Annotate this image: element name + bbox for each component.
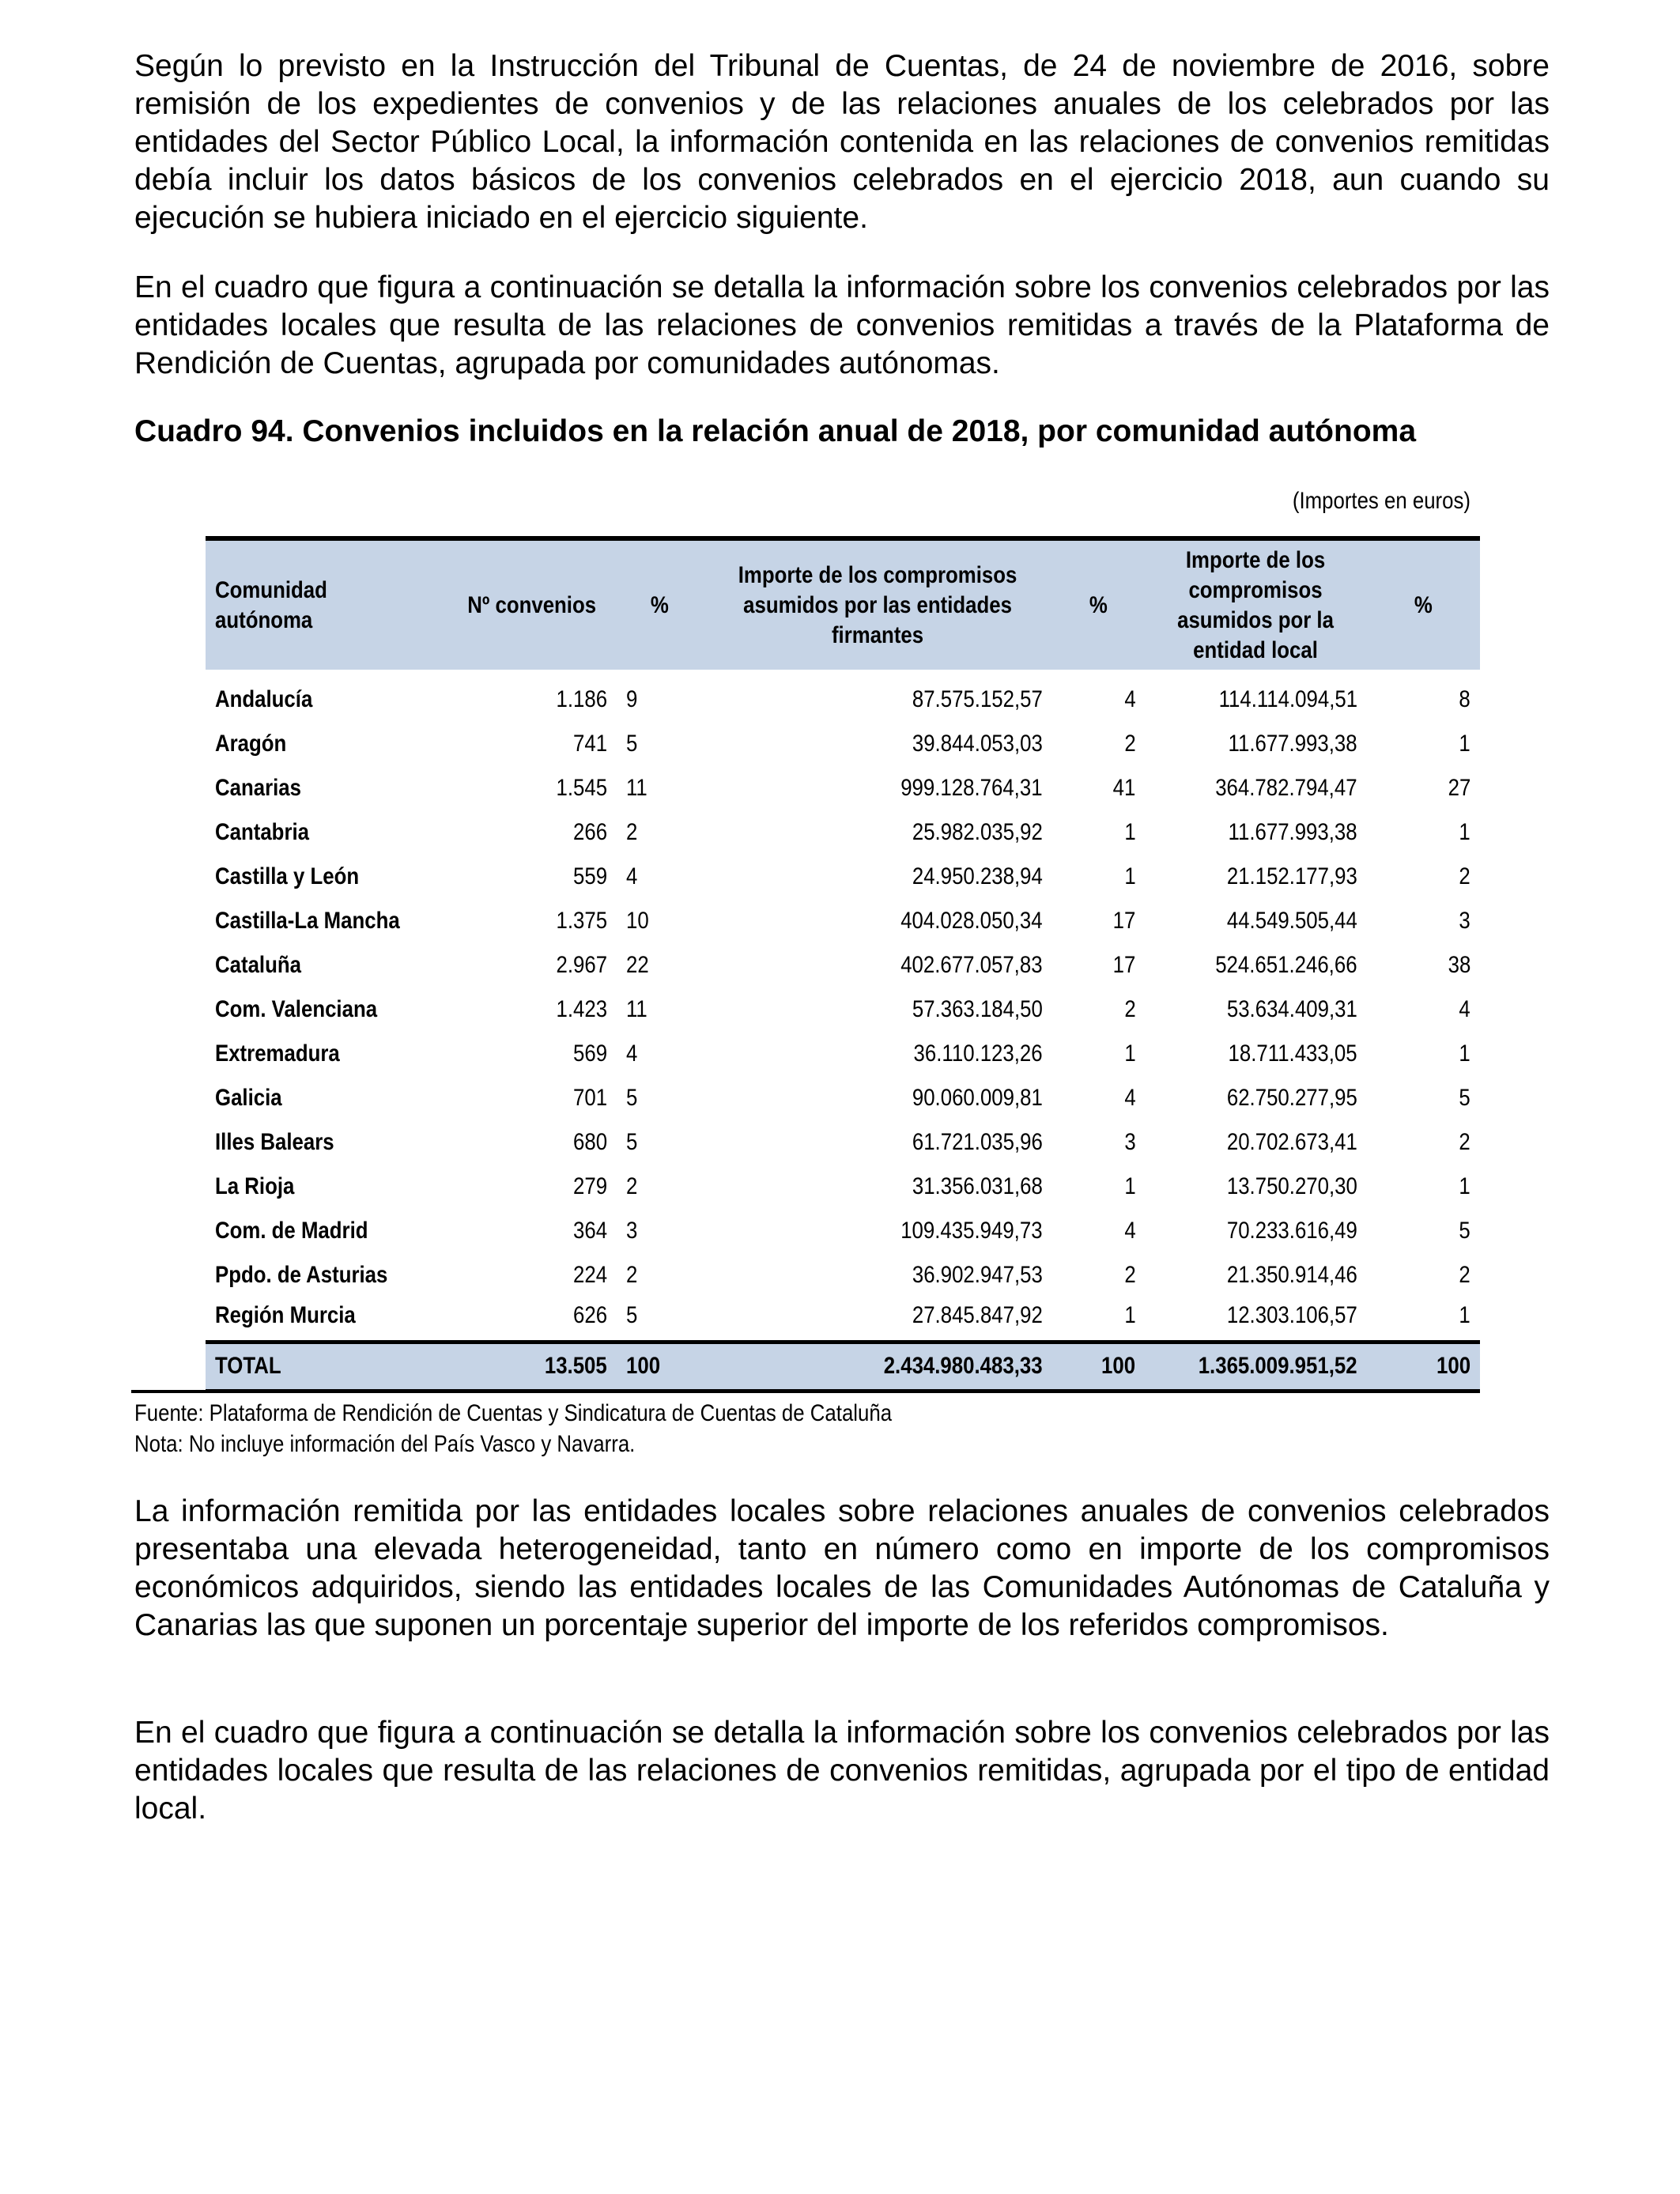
header-num-convenios: Nº convenios <box>447 538 616 670</box>
header-pct-firmantes: % <box>1052 538 1145 670</box>
header-importe-firmantes: Importe de los compromisos asumidos por las entidades firmantes <box>702 538 1052 670</box>
row-pct-convenios: 5 <box>625 1129 638 1155</box>
row-importe-entidad-local: 70.233.616,49 <box>1226 1218 1357 1244</box>
row-importe-firmantes: 39.844.053,03 <box>912 731 1043 757</box>
row-pct-entidad-local: 5 <box>1459 1218 1470 1244</box>
row-num-convenios: 224 <box>572 1262 607 1288</box>
row-comunidad: Cantabria <box>215 819 310 845</box>
row-num-convenios: 569 <box>572 1040 607 1067</box>
row-comunidad: Castilla y León <box>215 863 360 889</box>
row-pct-firmantes: 17 <box>1112 908 1136 934</box>
row-pct-firmantes: 1 <box>1123 863 1136 889</box>
header-pct-entidad-local: % <box>1367 538 1480 670</box>
table-row <box>206 855 1480 899</box>
row-pct-convenios: 11 <box>625 775 647 801</box>
next-table-intro-paragraph: En el cuadro que figura a continuación se detalla la información sobre los convenios celebrados por las entidades locales que resulta de las relaciones de convenios remitidas, agrupada por el tipo de entidad local. <box>134 1716 1550 1826</box>
table-source: Fuente: Plataforma de Rendición de Cuentas y Sindicatura de Cuentas de Cataluña <box>134 1400 893 1426</box>
row-pct-firmantes: 3 <box>1123 1129 1136 1155</box>
row-pct-convenios: 5 <box>625 1301 638 1328</box>
row-pct-firmantes: 2 <box>1123 1262 1136 1288</box>
row-comunidad: Andalucía <box>215 686 313 712</box>
row-num-convenios: 626 <box>572 1301 607 1328</box>
row-pct-firmantes: 1 <box>1123 1173 1136 1199</box>
row-comunidad: Aragón <box>215 731 287 757</box>
row-comunidad: Extremadura <box>215 1040 340 1067</box>
row-num-convenios: 559 <box>572 863 607 889</box>
total-label: TOTAL <box>206 1342 447 1391</box>
intro-paragraph: Según lo previsto en la Instrucción del Tribunal de Cuentas, de 24 de noviembre de 2016, sobre remisión de los expedientes de convenios y de las relaciones anuales de los celebrados por las entidades del Sector Público Local, la información contenida en las relaciones de convenios remitidas debía incluir los datos básicos de los convenios celebrados en el ejercicio 2018, aun cuando su ejecución se hubiera iniciado en el ejercicio siguiente. <box>134 49 1550 235</box>
row-pct-convenios: 10 <box>625 908 649 934</box>
table-note: Nota: No incluye información del País Vasco y Navarra. <box>134 1431 636 1457</box>
row-comunidad: Com. de Madrid <box>215 1218 368 1244</box>
table-row <box>206 1297 1480 1342</box>
row-comunidad: La Rioja <box>215 1173 295 1199</box>
row-comunidad: Ppdo. de Asturias <box>215 1262 388 1288</box>
row-importe-firmantes: 999.128.764,31 <box>900 775 1043 801</box>
row-num-convenios: 279 <box>572 1173 607 1199</box>
total-pct1: 100 <box>617 1342 703 1391</box>
row-pct-entidad-local: 2 <box>1459 863 1470 889</box>
table-bottom-rule <box>131 1390 1475 1393</box>
row-num-convenios: 741 <box>572 731 607 757</box>
row-pct-entidad-local: 1 <box>1459 1173 1470 1199</box>
table-row <box>206 1165 1480 1209</box>
row-importe-firmantes: 90.060.009,81 <box>912 1085 1043 1111</box>
table-row <box>206 766 1480 810</box>
row-num-convenios: 1.423 <box>556 996 607 1022</box>
row-num-convenios: 364 <box>572 1218 607 1244</box>
row-pct-convenios: 5 <box>625 731 638 757</box>
row-comunidad: Castilla-La Mancha <box>215 908 400 934</box>
row-importe-firmantes: 402.677.057,83 <box>900 952 1043 978</box>
row-pct-firmantes: 1 <box>1123 819 1136 845</box>
header-comunidad: Comunidad autónoma <box>206 538 447 670</box>
row-importe-firmantes: 36.110.123,26 <box>913 1040 1043 1067</box>
row-pct-convenios: 9 <box>625 686 638 712</box>
row-importe-entidad-local: 524.651.246,66 <box>1215 952 1357 978</box>
row-comunidad: Cataluña <box>215 952 301 978</box>
table-row <box>206 1209 1480 1253</box>
row-importe-firmantes: 61.721.035,96 <box>912 1129 1043 1155</box>
table-row <box>206 1253 1480 1297</box>
table-row <box>206 722 1480 766</box>
row-pct-entidad-local: 4 <box>1459 996 1470 1022</box>
total-importe-firmantes: 2.434.980.483,33 <box>702 1342 1052 1391</box>
row-importe-entidad-local: 364.782.794,47 <box>1215 775 1357 801</box>
row-importe-firmantes: 57.363.184,50 <box>912 996 1043 1022</box>
row-pct-firmantes: 1 <box>1123 1040 1136 1067</box>
row-pct-convenios: 2 <box>625 1173 638 1199</box>
table-intro-paragraph: En el cuadro que figura a continuación se detalla la información sobre los convenios celebrados por las entidades locales que resulta de las relaciones de convenios remitidas a través de la Plataforma de Rendición de Cuentas, agrupada por comunidades autónomas. <box>134 270 1550 380</box>
row-importe-firmantes: 87.575.152,57 <box>912 686 1043 712</box>
row-pct-entidad-local: 1 <box>1459 731 1470 757</box>
row-pct-firmantes: 41 <box>1112 775 1136 801</box>
row-pct-entidad-local: 3 <box>1459 908 1470 934</box>
row-pct-convenios: 3 <box>625 1218 638 1244</box>
table-total-row <box>206 1342 1480 1391</box>
row-pct-firmantes: 2 <box>1123 731 1136 757</box>
table-row <box>206 899 1480 943</box>
row-importe-entidad-local: 11.677.993,38 <box>1228 819 1357 845</box>
total-pct2: 100 <box>1052 1342 1145 1391</box>
table-caption: Cuadro 94. Convenios incluidos en la relación anual de 2018, por comunidad autónoma <box>134 414 1417 448</box>
row-pct-firmantes: 2 <box>1123 996 1136 1022</box>
row-pct-firmantes: 1 <box>1123 1301 1136 1328</box>
row-num-convenios: 680 <box>572 1129 607 1155</box>
row-importe-firmantes: 31.356.031,68 <box>912 1173 1043 1199</box>
row-importe-entidad-local: 44.549.505,44 <box>1226 908 1357 934</box>
row-importe-entidad-local: 18.711.433,05 <box>1228 1040 1357 1067</box>
row-pct-entidad-local: 1 <box>1459 1301 1470 1328</box>
row-num-convenios: 1.375 <box>556 908 607 934</box>
header-pct-convenios: % <box>617 538 703 670</box>
row-num-convenios: 1.186 <box>556 686 607 712</box>
row-num-convenios: 1.545 <box>556 775 607 801</box>
row-importe-entidad-local: 21.152.177,93 <box>1226 863 1357 889</box>
row-pct-entidad-local: 38 <box>1448 952 1470 978</box>
row-num-convenios: 266 <box>572 819 607 845</box>
row-importe-entidad-local: 11.677.993,38 <box>1228 731 1357 757</box>
row-comunidad: Canarias <box>215 775 302 801</box>
table-row <box>206 810 1480 855</box>
table-header-row <box>206 538 1480 670</box>
row-pct-entidad-local: 5 <box>1459 1085 1470 1111</box>
row-pct-firmantes: 4 <box>1123 1218 1136 1244</box>
row-importe-firmantes: 24.950.238,94 <box>912 863 1043 889</box>
row-importe-entidad-local: 12.303.106,57 <box>1226 1301 1357 1328</box>
header-importe-entidad-local: Importe de los compromisos asumidos por la entidad local <box>1145 538 1366 670</box>
total-importe-entidad-local: 1.365.009.951,52 <box>1145 1342 1366 1391</box>
table-notes <box>134 1398 1015 1460</box>
row-pct-convenios: 2 <box>625 819 638 845</box>
row-pct-entidad-local: 2 <box>1459 1129 1470 1155</box>
row-pct-entidad-local: 2 <box>1459 1262 1470 1288</box>
row-pct-convenios: 11 <box>625 996 647 1022</box>
row-comunidad: Región Murcia <box>215 1301 356 1328</box>
row-importe-firmantes: 25.982.035,92 <box>912 819 1043 845</box>
row-importe-entidad-local: 21.350.914,46 <box>1226 1262 1357 1288</box>
row-pct-firmantes: 17 <box>1112 952 1136 978</box>
row-pct-convenios: 5 <box>625 1085 638 1111</box>
analysis-paragraph: La información remitida por las entidades locales sobre relaciones anuales de convenios celebrados presentaba una elevada heterogeneidad, tanto en número como en importe de los compromisos económicos adquiridos, siendo las entidades locales de las Comunidades Autónomas de Cataluña y Canarias las que suponen un porcentaje superior del importe de los referidos compromisos. <box>134 1494 1550 1642</box>
total-count: 13.505 <box>447 1342 616 1391</box>
row-pct-entidad-local: 1 <box>1459 1040 1470 1067</box>
row-pct-convenios: 4 <box>625 863 638 889</box>
table-body <box>206 670 1480 1342</box>
row-pct-convenios: 2 <box>625 1262 638 1288</box>
table-row <box>206 1076 1480 1120</box>
row-importe-firmantes: 36.902.947,53 <box>912 1262 1043 1288</box>
table-row <box>206 943 1480 987</box>
table-row <box>206 1120 1480 1165</box>
row-importe-entidad-local: 53.634.409,31 <box>1226 996 1357 1022</box>
total-pct3: 100 <box>1367 1342 1480 1391</box>
row-pct-convenios: 4 <box>625 1040 638 1067</box>
row-pct-entidad-local: 8 <box>1459 686 1470 712</box>
row-num-convenios: 701 <box>572 1085 607 1111</box>
convenios-table <box>206 536 1480 1393</box>
row-num-convenios: 2.967 <box>556 952 607 978</box>
row-importe-entidad-local: 62.750.277,95 <box>1226 1085 1357 1111</box>
table-row <box>206 670 1480 722</box>
row-comunidad: Com. Valenciana <box>215 996 378 1022</box>
row-pct-firmantes: 4 <box>1123 1085 1136 1111</box>
row-importe-firmantes: 109.435.949,73 <box>900 1218 1043 1244</box>
table-units-note: (Importes en euros) <box>1292 488 1470 514</box>
row-pct-firmantes: 4 <box>1123 686 1136 712</box>
row-comunidad: Illes Balears <box>215 1129 334 1155</box>
row-importe-firmantes: 404.028.050,34 <box>900 908 1043 934</box>
row-importe-entidad-local: 20.702.673,41 <box>1226 1129 1357 1155</box>
row-importe-entidad-local: 114.114.094,51 <box>1218 686 1357 712</box>
row-importe-firmantes: 27.845.847,92 <box>912 1301 1043 1328</box>
row-pct-entidad-local: 27 <box>1448 775 1470 801</box>
row-pct-convenios: 22 <box>625 952 649 978</box>
table-row <box>206 1032 1480 1076</box>
row-importe-entidad-local: 13.750.270,30 <box>1226 1173 1357 1199</box>
table-row <box>206 987 1480 1032</box>
row-pct-entidad-local: 1 <box>1459 819 1470 845</box>
row-comunidad: Galicia <box>215 1085 282 1111</box>
